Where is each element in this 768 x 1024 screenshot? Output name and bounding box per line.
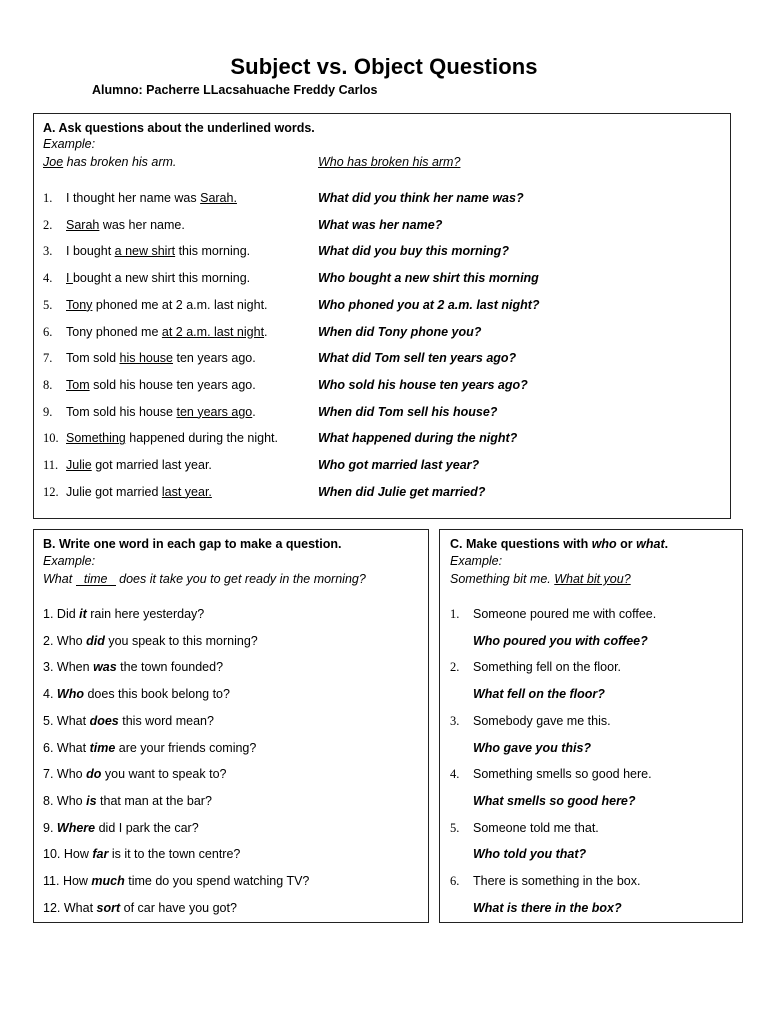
item-fill-word: sort — [96, 900, 121, 915]
sentence-post: this morning. — [175, 244, 251, 259]
gap-item — [43, 847, 240, 861]
item-pre: Who — [56, 767, 87, 782]
example-sentence: Something bit me. — [450, 572, 551, 586]
example-sentence-rest: has broken his arm. — [63, 155, 177, 169]
item-number: 6. — [450, 874, 460, 888]
item-sentence: Someone poured me with coffee. — [473, 607, 657, 621]
item-sentence — [66, 458, 212, 472]
section-a-box — [33, 113, 731, 519]
gap-item — [43, 687, 230, 701]
gap-item — [43, 714, 214, 728]
item-number: 2. — [43, 217, 53, 232]
item-answer: What did you buy this morning? — [318, 244, 509, 259]
item-number: 10. — [43, 431, 59, 446]
sentence-underlined: Tom — [66, 377, 90, 392]
gap-item — [43, 874, 309, 888]
example-post: does it take you to get ready in the morning? — [115, 572, 366, 586]
sentence-pre: Tony phoned me — [66, 324, 162, 339]
item-sentence — [66, 405, 256, 419]
sentence-pre: Julie got married — [66, 484, 162, 499]
item-sentence — [66, 191, 237, 205]
sentence-pre: I bought — [66, 244, 115, 259]
item-number: 7. — [43, 351, 53, 366]
item-fill-word: much — [91, 874, 125, 888]
item-number: 3. — [450, 713, 460, 728]
item-post: time do you spend watching TV? — [124, 874, 310, 888]
item-answer: What fell on the floor? — [473, 687, 605, 702]
sentence-underlined: a new shirt — [114, 244, 176, 259]
section-a-example-answer — [318, 155, 502, 169]
item-post: of car have you got? — [120, 900, 237, 915]
item-answer: What is there in the box? — [473, 900, 622, 915]
sentence-post: happened during the night. — [125, 431, 278, 446]
sentence-underlined: at 2 a.m. last night — [161, 324, 265, 339]
item-fill-word: Who — [56, 687, 84, 702]
sentence-underlined: Tony — [66, 297, 93, 312]
section-c-heading — [450, 537, 668, 551]
gap-item — [43, 634, 258, 648]
item-sentence — [66, 244, 250, 258]
item-pre: What — [56, 740, 90, 755]
example-answer: What bit you? — [554, 572, 631, 586]
item-fill-word: it — [79, 607, 87, 621]
item-fill-word: did — [86, 633, 105, 648]
item-sentence — [66, 271, 250, 285]
item-number: 4. — [43, 687, 54, 702]
example-gap: time — [76, 573, 116, 586]
item-answer: What was her name? — [318, 217, 443, 232]
sentence-post: phoned me at 2 a.m. last night. — [92, 297, 268, 312]
heading-end: . — [664, 537, 669, 551]
item-number: 1. — [43, 607, 54, 621]
item-answer: When did Julie get married? — [318, 484, 486, 499]
item-answer: What smells so good here? — [473, 793, 636, 808]
item-answer: Who sold his house ten years ago? — [318, 377, 528, 392]
sentence-underlined: Something — [66, 431, 126, 446]
item-number: 1. — [43, 191, 53, 205]
item-answer: Who told you that? — [473, 847, 587, 862]
sentence-underlined: his house — [119, 351, 174, 366]
item-pre: What — [63, 900, 97, 915]
item-fill-word: is — [86, 793, 97, 808]
item-post: that man at the bar? — [96, 793, 212, 808]
item-sentence — [66, 378, 256, 392]
item-number: 5. — [43, 297, 53, 312]
item-number: 9. — [43, 820, 54, 835]
item-number: 10. — [43, 847, 61, 862]
item-fill-word: time — [89, 740, 116, 755]
item-answer: When did Tom sell his house? — [318, 404, 498, 419]
sentence-underlined: I — [66, 271, 73, 286]
item-pre: Who — [56, 633, 87, 648]
item-number: 12. — [43, 900, 61, 915]
section-a-example-label: Example: — [43, 137, 96, 151]
heading-what: what — [636, 537, 665, 551]
gap-item — [43, 767, 226, 781]
item-number: 2. — [43, 633, 54, 648]
sentence-post: bought a new shirt this morning. — [72, 271, 251, 286]
item-number: 4. — [43, 271, 53, 286]
item-answer: What did Tom sell ten years ago? — [318, 351, 517, 366]
item-number: 6. — [43, 324, 53, 339]
heading-pre: C. Make questions with — [450, 537, 592, 551]
item-answer: Who got married last year? — [318, 458, 480, 472]
sentence-underlined: last year. — [161, 484, 212, 499]
item-answer: Who poured you with coffee? — [473, 633, 648, 648]
gap-item — [43, 607, 204, 621]
item-number: 9. — [43, 404, 53, 419]
item-sentence — [66, 431, 278, 445]
item-sentence: Somebody gave me this. — [473, 713, 611, 728]
sentence-post: was her name. — [99, 217, 185, 232]
item-number: 11. — [43, 874, 60, 888]
item-pre: How — [63, 847, 93, 862]
page-title: Subject vs. Object Questions — [230, 54, 538, 79]
section-b-example-label: Example: — [43, 554, 96, 568]
item-sentence: There is something in the box. — [473, 874, 641, 888]
example-answer-text: Who has broken his arm? — [318, 155, 461, 169]
gap-item — [43, 660, 223, 674]
example-underlined-word: Joe — [43, 155, 64, 169]
section-a-example-sentence — [43, 155, 176, 169]
item-post: does this book belong to? — [84, 687, 230, 702]
section-c-example — [450, 572, 631, 586]
item-number: 11. — [43, 458, 59, 472]
section-c-example-label: Example: — [450, 554, 503, 568]
example-pre: What — [43, 572, 76, 586]
item-number: 3. — [43, 660, 54, 675]
item-number: 8. — [43, 793, 54, 808]
sentence-underlined: Julie — [66, 458, 92, 472]
item-number: 8. — [43, 377, 53, 392]
item-answer: When did Tony phone you? — [318, 324, 482, 339]
item-fill-word: does — [89, 713, 119, 728]
sentence-underlined: ten years ago — [176, 404, 253, 419]
sentence-post: ten years ago. — [173, 351, 256, 366]
item-pre: When — [56, 660, 94, 675]
gap-item — [43, 821, 199, 835]
sentence-post: sold his house ten years ago. — [89, 377, 256, 392]
item-sentence — [66, 325, 268, 339]
item-sentence — [66, 218, 185, 232]
item-answer: Who bought a new shirt this morning — [318, 271, 539, 286]
item-post: rain here yesterday? — [86, 607, 205, 621]
item-number: 3. — [43, 244, 53, 259]
item-post: is it to the town centre? — [108, 847, 241, 862]
item-number: 5. — [450, 820, 460, 835]
item-number: 5. — [43, 713, 54, 728]
sentence-underlined: Sarah. — [200, 191, 237, 205]
item-post: you speak to this morning? — [104, 633, 258, 648]
section-b-box — [33, 529, 429, 923]
sentence-post: . — [252, 404, 256, 419]
item-answer: What did you think her name was? — [318, 191, 524, 205]
item-post: you want to speak to? — [101, 767, 227, 782]
sentence-post: got married last year. — [91, 458, 212, 472]
item-post: the town founded? — [116, 660, 224, 675]
item-answer: What happened during the night? — [318, 431, 518, 446]
item-sentence: Something smells so good here. — [473, 767, 652, 782]
section-a-heading: A. Ask questions about the underlined words. — [43, 121, 315, 135]
item-pre: Who — [56, 793, 87, 808]
item-sentence — [66, 298, 268, 312]
item-number: 2. — [450, 660, 460, 675]
item-number: 4. — [450, 767, 460, 782]
item-sentence: Something fell on the floor. — [473, 660, 622, 675]
section-b-heading: B. Write one word in each gap to make a question. — [43, 537, 342, 551]
section-b-example-sentence — [43, 572, 366, 586]
item-fill-word: Where — [56, 820, 96, 835]
sentence-pre: Tom sold his house — [66, 404, 177, 419]
item-fill-word: was — [93, 660, 117, 675]
section-c-box — [439, 529, 743, 923]
item-number: 12. — [43, 484, 59, 499]
item-answer: Who phoned you at 2 a.m. last night? — [318, 297, 540, 312]
item-sentence — [66, 485, 212, 499]
item-post: this word mean? — [118, 713, 214, 728]
sentence-underlined: Sarah — [66, 217, 100, 232]
item-post: are your friends coming? — [115, 740, 257, 755]
item-fill-word: do — [86, 767, 102, 782]
item-pre: What — [56, 713, 90, 728]
sentence-pre: Tom sold — [66, 351, 120, 366]
sentence-pre: I thought her name was — [66, 191, 201, 205]
heading-or: or — [616, 537, 637, 551]
gap-item — [43, 741, 256, 755]
item-pre: Did — [56, 607, 80, 621]
item-sentence: Someone told me that. — [473, 820, 599, 835]
item-post: did I park the car? — [95, 820, 199, 835]
item-number: 7. — [43, 767, 54, 782]
item-sentence — [66, 351, 256, 365]
item-number: 1. — [450, 607, 460, 621]
item-number: 6. — [43, 740, 54, 755]
student-name: Alumno: Pacherre LLacsahuache Freddy Carlos — [92, 83, 378, 97]
heading-who: who — [591, 537, 617, 551]
item-pre: How — [62, 874, 92, 888]
item-fill-word: far — [92, 847, 109, 862]
sentence-post: . — [264, 324, 268, 339]
gap-item — [43, 901, 237, 915]
gap-item — [43, 794, 212, 808]
item-answer: Who gave you this? — [473, 740, 592, 755]
